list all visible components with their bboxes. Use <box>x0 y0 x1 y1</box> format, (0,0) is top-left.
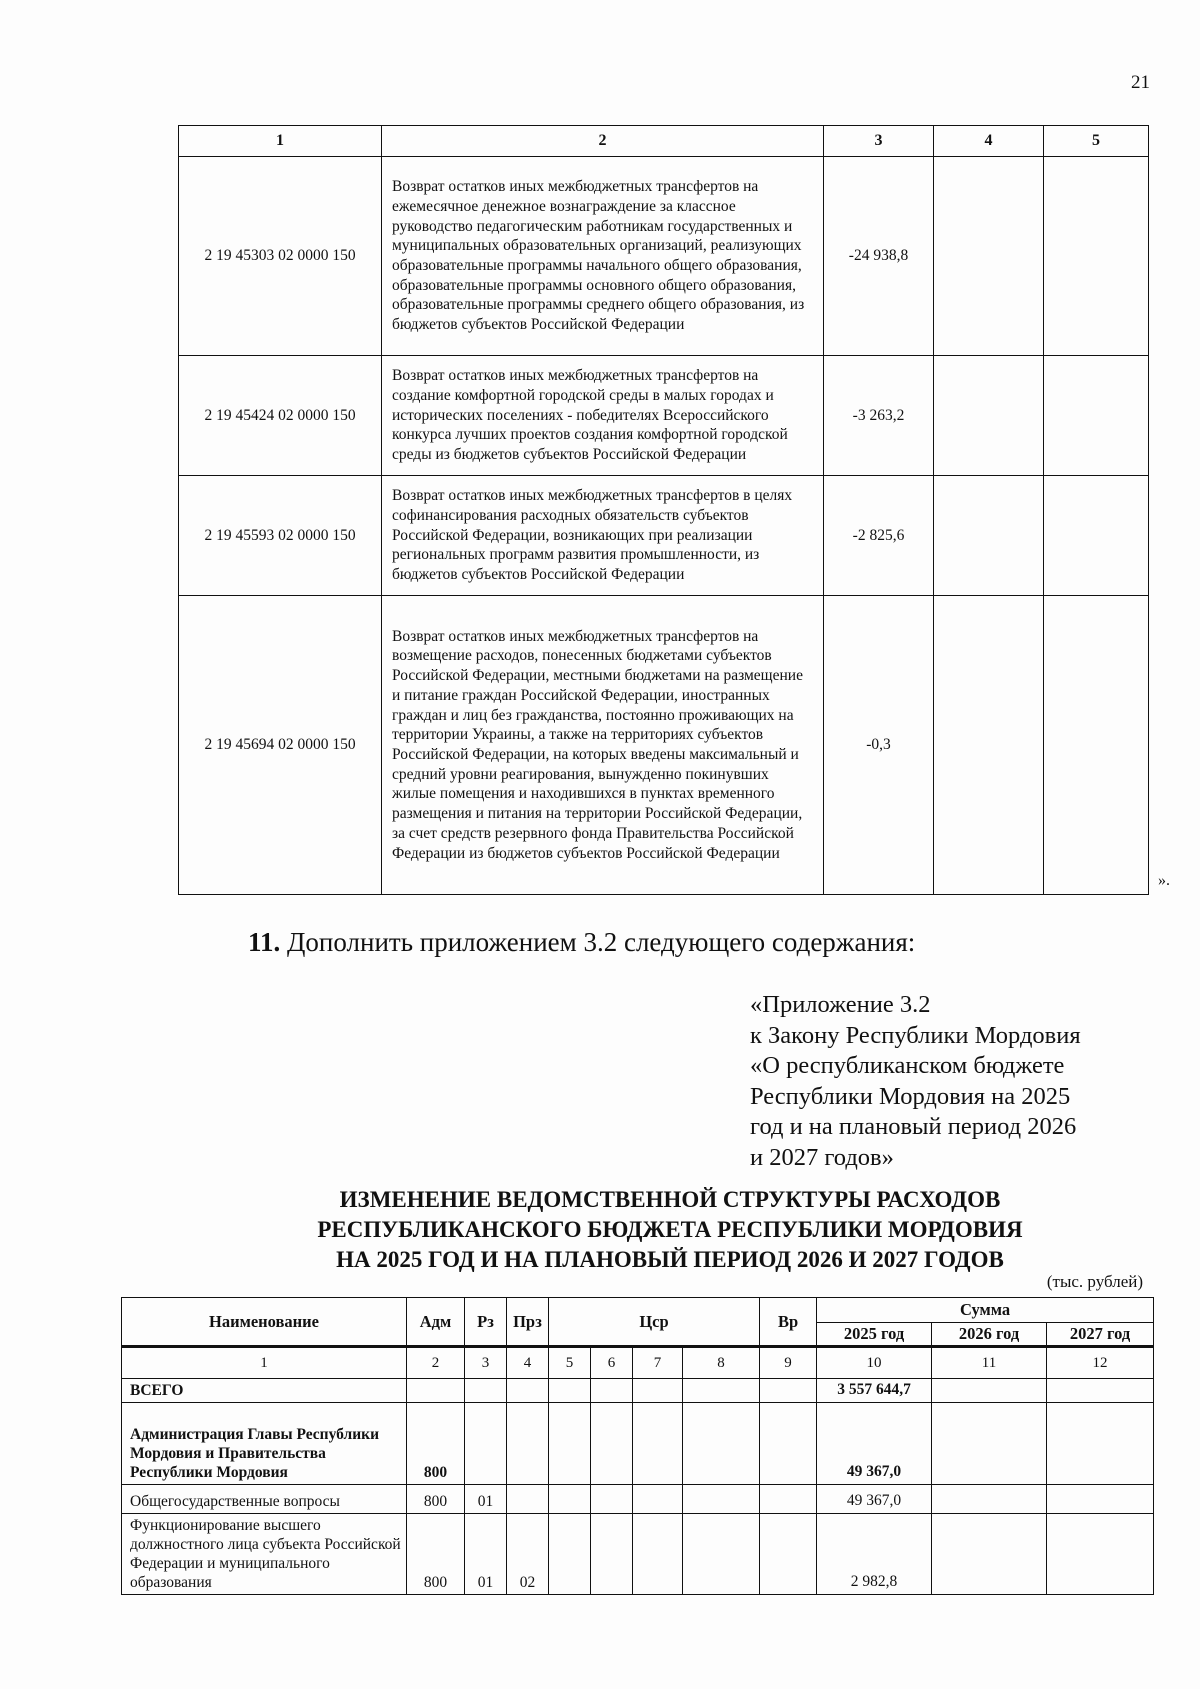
column-number: 7 <box>633 1347 683 1379</box>
row-amount-2027 <box>1047 1403 1154 1485</box>
row-col5 <box>1044 356 1149 476</box>
header-tsr: Цср <box>549 1298 760 1347</box>
row-description: Возврат остатков иных межбюджетных трансфертов на ежемесячное денежное вознаграждение за классное руководство педагогическим работникам государственных и муниципальных образовательных организаций, реализующих образовательные программы начального общего образования, образовательные программы основного общего образования, образовательные программы среднего общего образования, из бюджетов субъектов Российской Федерации <box>382 157 824 356</box>
column-number: 5 <box>549 1347 591 1379</box>
appendix-line: «О республиканском бюджете <box>750 1052 1065 1079</box>
row-vr <box>760 1514 817 1595</box>
table-row <box>179 157 1149 356</box>
row-rz <box>465 1379 507 1403</box>
column-number: 1 <box>122 1347 407 1379</box>
table-header-row <box>122 1298 1154 1323</box>
row-prz: 02 <box>507 1514 549 1595</box>
title-line: РЕСПУБЛИКАНСКОГО БЮДЖЕТА РЕСПУБЛИКИ МОРДОВИЯ <box>317 1217 1023 1242</box>
column-number: 2 <box>382 126 824 157</box>
row-col4 <box>934 476 1044 596</box>
row-vr <box>760 1485 817 1514</box>
row-amount: -24 938,8 <box>824 157 934 356</box>
row-col5 <box>1044 596 1149 895</box>
row-amount-2025: 3 557 644,7 <box>817 1379 932 1403</box>
title-line: НА 2025 ГОД И НА ПЛАНОВЫЙ ПЕРИОД 2026 И 2027 ГОДОВ <box>336 1247 1004 1272</box>
column-number-row <box>122 1347 1154 1379</box>
table-row <box>179 356 1149 476</box>
item-number: 11. <box>248 927 281 957</box>
row-prz <box>507 1379 549 1403</box>
row-amount-2027 <box>1047 1485 1154 1514</box>
column-number: 8 <box>683 1347 760 1379</box>
row-amount: -0,3 <box>824 596 934 895</box>
table-row <box>179 476 1149 596</box>
appendix-line: год и на плановый период 2026 <box>750 1113 1077 1140</box>
budget-code: 2 19 45303 02 0000 150 <box>179 157 382 356</box>
table-row <box>179 596 1149 895</box>
row-col4 <box>934 596 1044 895</box>
revenue-return-table <box>178 125 1149 895</box>
row-amount-2026 <box>932 1514 1047 1595</box>
row-vr <box>760 1379 817 1403</box>
appendix-line: «Приложение 3.2 <box>750 991 931 1018</box>
item-text: Дополнить приложением 3.2 следующего содержания: <box>287 927 916 957</box>
header-2025: 2025 год <box>817 1323 932 1347</box>
appendix-reference <box>750 990 1170 1173</box>
row-prz <box>507 1403 549 1485</box>
table-row <box>122 1514 1154 1595</box>
column-number: 9 <box>760 1347 817 1379</box>
column-number: 4 <box>507 1347 549 1379</box>
row-rz: 01 <box>465 1514 507 1595</box>
row-adm: 800 <box>407 1514 465 1595</box>
column-number: 1 <box>179 126 382 157</box>
row-prz <box>507 1485 549 1514</box>
column-number: 10 <box>817 1347 932 1379</box>
table-row <box>122 1379 1154 1403</box>
units-label: (тыс. рублей) <box>1046 1272 1143 1291</box>
header-prz: Прз <box>507 1298 549 1347</box>
header-2026: 2026 год <box>932 1323 1047 1347</box>
header-2027: 2027 год <box>1047 1323 1154 1347</box>
document-title <box>120 1185 1200 1275</box>
appendix-line: Республики Мордовия на 2025 <box>750 1082 1071 1110</box>
row-amount-2026 <box>932 1379 1047 1403</box>
table-row <box>122 1485 1154 1514</box>
row-amount-2027 <box>1047 1379 1154 1403</box>
row-col5 <box>1044 157 1149 356</box>
row-amount-2025: 49 367,0 <box>817 1403 932 1485</box>
row-rz <box>465 1403 507 1485</box>
title-line: ИЗМЕНЕНИЕ ВЕДОМСТВЕННОЙ СТРУКТУРЫ РАСХОДОВ <box>339 1187 1001 1212</box>
row-vr <box>760 1403 817 1485</box>
appendix-line: к Закону Республики Мордовия <box>750 1021 1081 1049</box>
row-adm: 800 <box>407 1485 465 1514</box>
column-number: 4 <box>934 126 1044 157</box>
row-amount-2025: 49 367,0 <box>817 1485 932 1514</box>
budget-code: 2 19 45424 02 0000 150 <box>179 356 382 476</box>
row-adm <box>407 1379 465 1403</box>
appendix-line: и 2027 годов» <box>750 1143 894 1171</box>
row-amount: -3 263,2 <box>824 356 934 476</box>
row-amount-2027 <box>1047 1514 1154 1595</box>
header-sum: Сумма <box>817 1298 1154 1323</box>
row-amount: -2 825,6 <box>824 476 934 596</box>
row-description: Возврат остатков иных межбюджетных трансфертов на возмещение расходов, понесенных бюджетами субъектов Российской Федерации, местными бюджетами на размещение и питание граждан Российской Федерации, иностранных граждан и лиц без гражданства, постоянно проживающих на территории Украины, а также на территориях субъектов Российской Федерации, на которых введены максимальный и средний уровни реагирования, вынужденно покинувших жилые помещения и находившихся в пунктах временного размещения и питания на территории Российской Федерации, за счет средств резервного фонда Правительства Российской Федерации из бюджетов субъектов Российской Федерации <box>382 596 824 895</box>
row-amount-2026 <box>932 1485 1047 1514</box>
table-header-row <box>179 126 1149 157</box>
row-name: Функционирование высшего должностного лица субъекта Российской Федерации и муниципального образования <box>122 1514 407 1595</box>
row-adm: 800 <box>407 1403 465 1485</box>
column-number: 12 <box>1047 1347 1154 1379</box>
column-number: 3 <box>824 126 934 157</box>
column-number: 11 <box>932 1347 1047 1379</box>
column-number: 5 <box>1044 126 1149 157</box>
column-number: 3 <box>465 1347 507 1379</box>
header-rz: Рз <box>465 1298 507 1347</box>
row-rz: 01 <box>465 1485 507 1514</box>
row-amount-2026 <box>932 1403 1047 1485</box>
budget-code: 2 19 45694 02 0000 150 <box>179 596 382 895</box>
page-number: 21 <box>1131 72 1150 93</box>
closing-quote: ». <box>1158 872 1170 889</box>
table-row <box>122 1403 1154 1485</box>
row-name: ВСЕГО <box>122 1379 407 1403</box>
row-name: Общегосударственные вопросы <box>122 1485 407 1514</box>
column-number: 6 <box>591 1347 633 1379</box>
column-number: 2 <box>407 1347 465 1379</box>
row-amount-2025: 2 982,8 <box>817 1514 932 1595</box>
budget-code: 2 19 45593 02 0000 150 <box>179 476 382 596</box>
row-col4 <box>934 157 1044 356</box>
header-vr: Вр <box>760 1298 817 1347</box>
row-col5 <box>1044 476 1149 596</box>
amendment-item <box>248 927 915 958</box>
row-name: Администрация Главы Республики Мордовия и Правительства Республики Мордовия <box>122 1403 407 1485</box>
expenditure-structure-table <box>121 1297 1154 1595</box>
row-description: Возврат остатков иных межбюджетных трансфертов в целях софинансирования расходных обязательств субъектов Российской Федерации, возникающих при реализации региональных программ развития промышленности, из бюджетов субъектов Российской Федерации <box>382 476 824 596</box>
header-name: Наименование <box>122 1298 407 1347</box>
row-col4 <box>934 356 1044 476</box>
row-description: Возврат остатков иных межбюджетных трансфертов на создание комфортной городской среды в малых городах и исторических поселениях - победителях Всероссийского конкурса лучших проектов создания комфортной городской среды из бюджетов субъектов Российской Федерации <box>382 356 824 476</box>
header-adm: Адм <box>407 1298 465 1347</box>
